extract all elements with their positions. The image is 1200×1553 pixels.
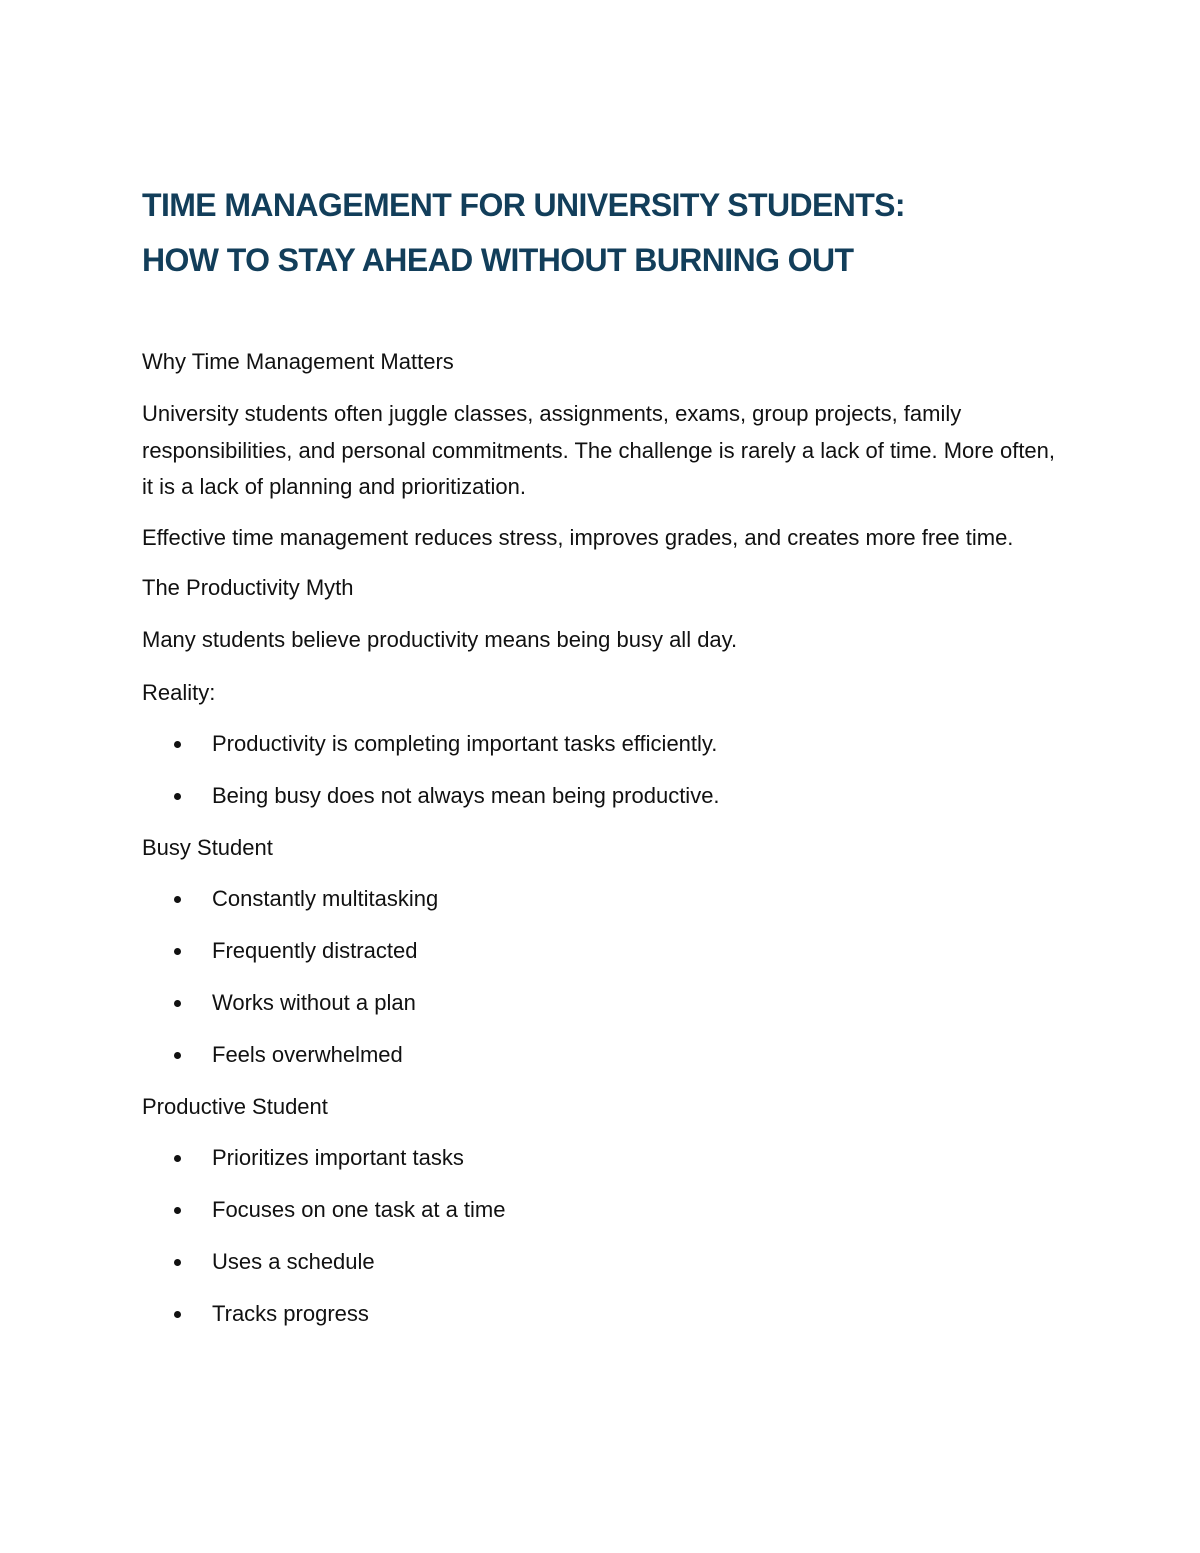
list-item-text: Frequently distracted — [212, 938, 418, 963]
busy-student-list — [142, 881, 1062, 1073]
reality-label: Reality: — [142, 679, 216, 705]
heading-productivity-myth: The Productivity Myth — [142, 575, 354, 600]
reality-list — [142, 726, 1062, 814]
list-item — [142, 881, 1062, 917]
list-item — [142, 1037, 1062, 1073]
list-item-text: Focuses on one task at a time — [212, 1197, 506, 1222]
paragraph-myth: Many students believe productivity means being busy all day. — [142, 627, 738, 652]
paragraph-intro: University students often juggle classes, assignments, exams, group projects, family responsibilities, and personal commitments. The challenge is rarely a lack of time. More often, it is a lack of planning and prioritization. — [142, 401, 1056, 499]
list-item-text: Works without a plan — [212, 990, 416, 1015]
list-item — [142, 1244, 1062, 1280]
list-item — [142, 1140, 1062, 1176]
list-item — [142, 1192, 1062, 1228]
list-item-text: Uses a schedule — [212, 1249, 375, 1274]
list-item — [142, 1296, 1062, 1332]
list-item-text: Prioritizes important tasks — [212, 1145, 464, 1170]
heading-productive-student: Productive Student — [142, 1094, 328, 1119]
document-content — [142, 178, 1062, 1332]
heading-busy-student: Busy Student — [142, 835, 273, 860]
bullet-icon — [174, 793, 181, 800]
bullet-icon — [174, 1311, 181, 1318]
bullet-icon — [174, 1155, 181, 1162]
bullet-icon — [174, 1052, 181, 1059]
title-line-1: TIME MANAGEMENT FOR UNIVERSITY STUDENTS: — [142, 187, 905, 223]
list-item-text: Feels overwhelmed — [212, 1042, 403, 1067]
paragraph-benefits: Effective time management reduces stress, improves grades, and creates more free time. — [142, 524, 1014, 550]
list-item-text: Being busy does not always mean being productive. — [212, 783, 720, 808]
list-item — [142, 778, 1062, 814]
bullet-icon — [174, 948, 181, 955]
list-item — [142, 726, 1062, 762]
bullet-icon — [174, 1259, 181, 1266]
productive-student-list — [142, 1140, 1062, 1332]
document-title — [142, 178, 1062, 288]
bullet-icon — [174, 1207, 181, 1214]
heading-why-time-management: Why Time Management Matters — [142, 349, 454, 374]
list-item-text: Constantly multitasking — [212, 886, 439, 911]
list-item-text: Productivity is completing important tasks efficiently. — [212, 731, 718, 756]
bullet-icon — [174, 896, 181, 903]
list-item — [142, 985, 1062, 1021]
bullet-icon — [174, 741, 181, 748]
list-item-text: Tracks progress — [212, 1301, 369, 1326]
list-item — [142, 933, 1062, 969]
bullet-icon — [174, 1000, 181, 1007]
title-line-2: HOW TO STAY AHEAD WITHOUT BURNING OUT — [142, 242, 854, 278]
